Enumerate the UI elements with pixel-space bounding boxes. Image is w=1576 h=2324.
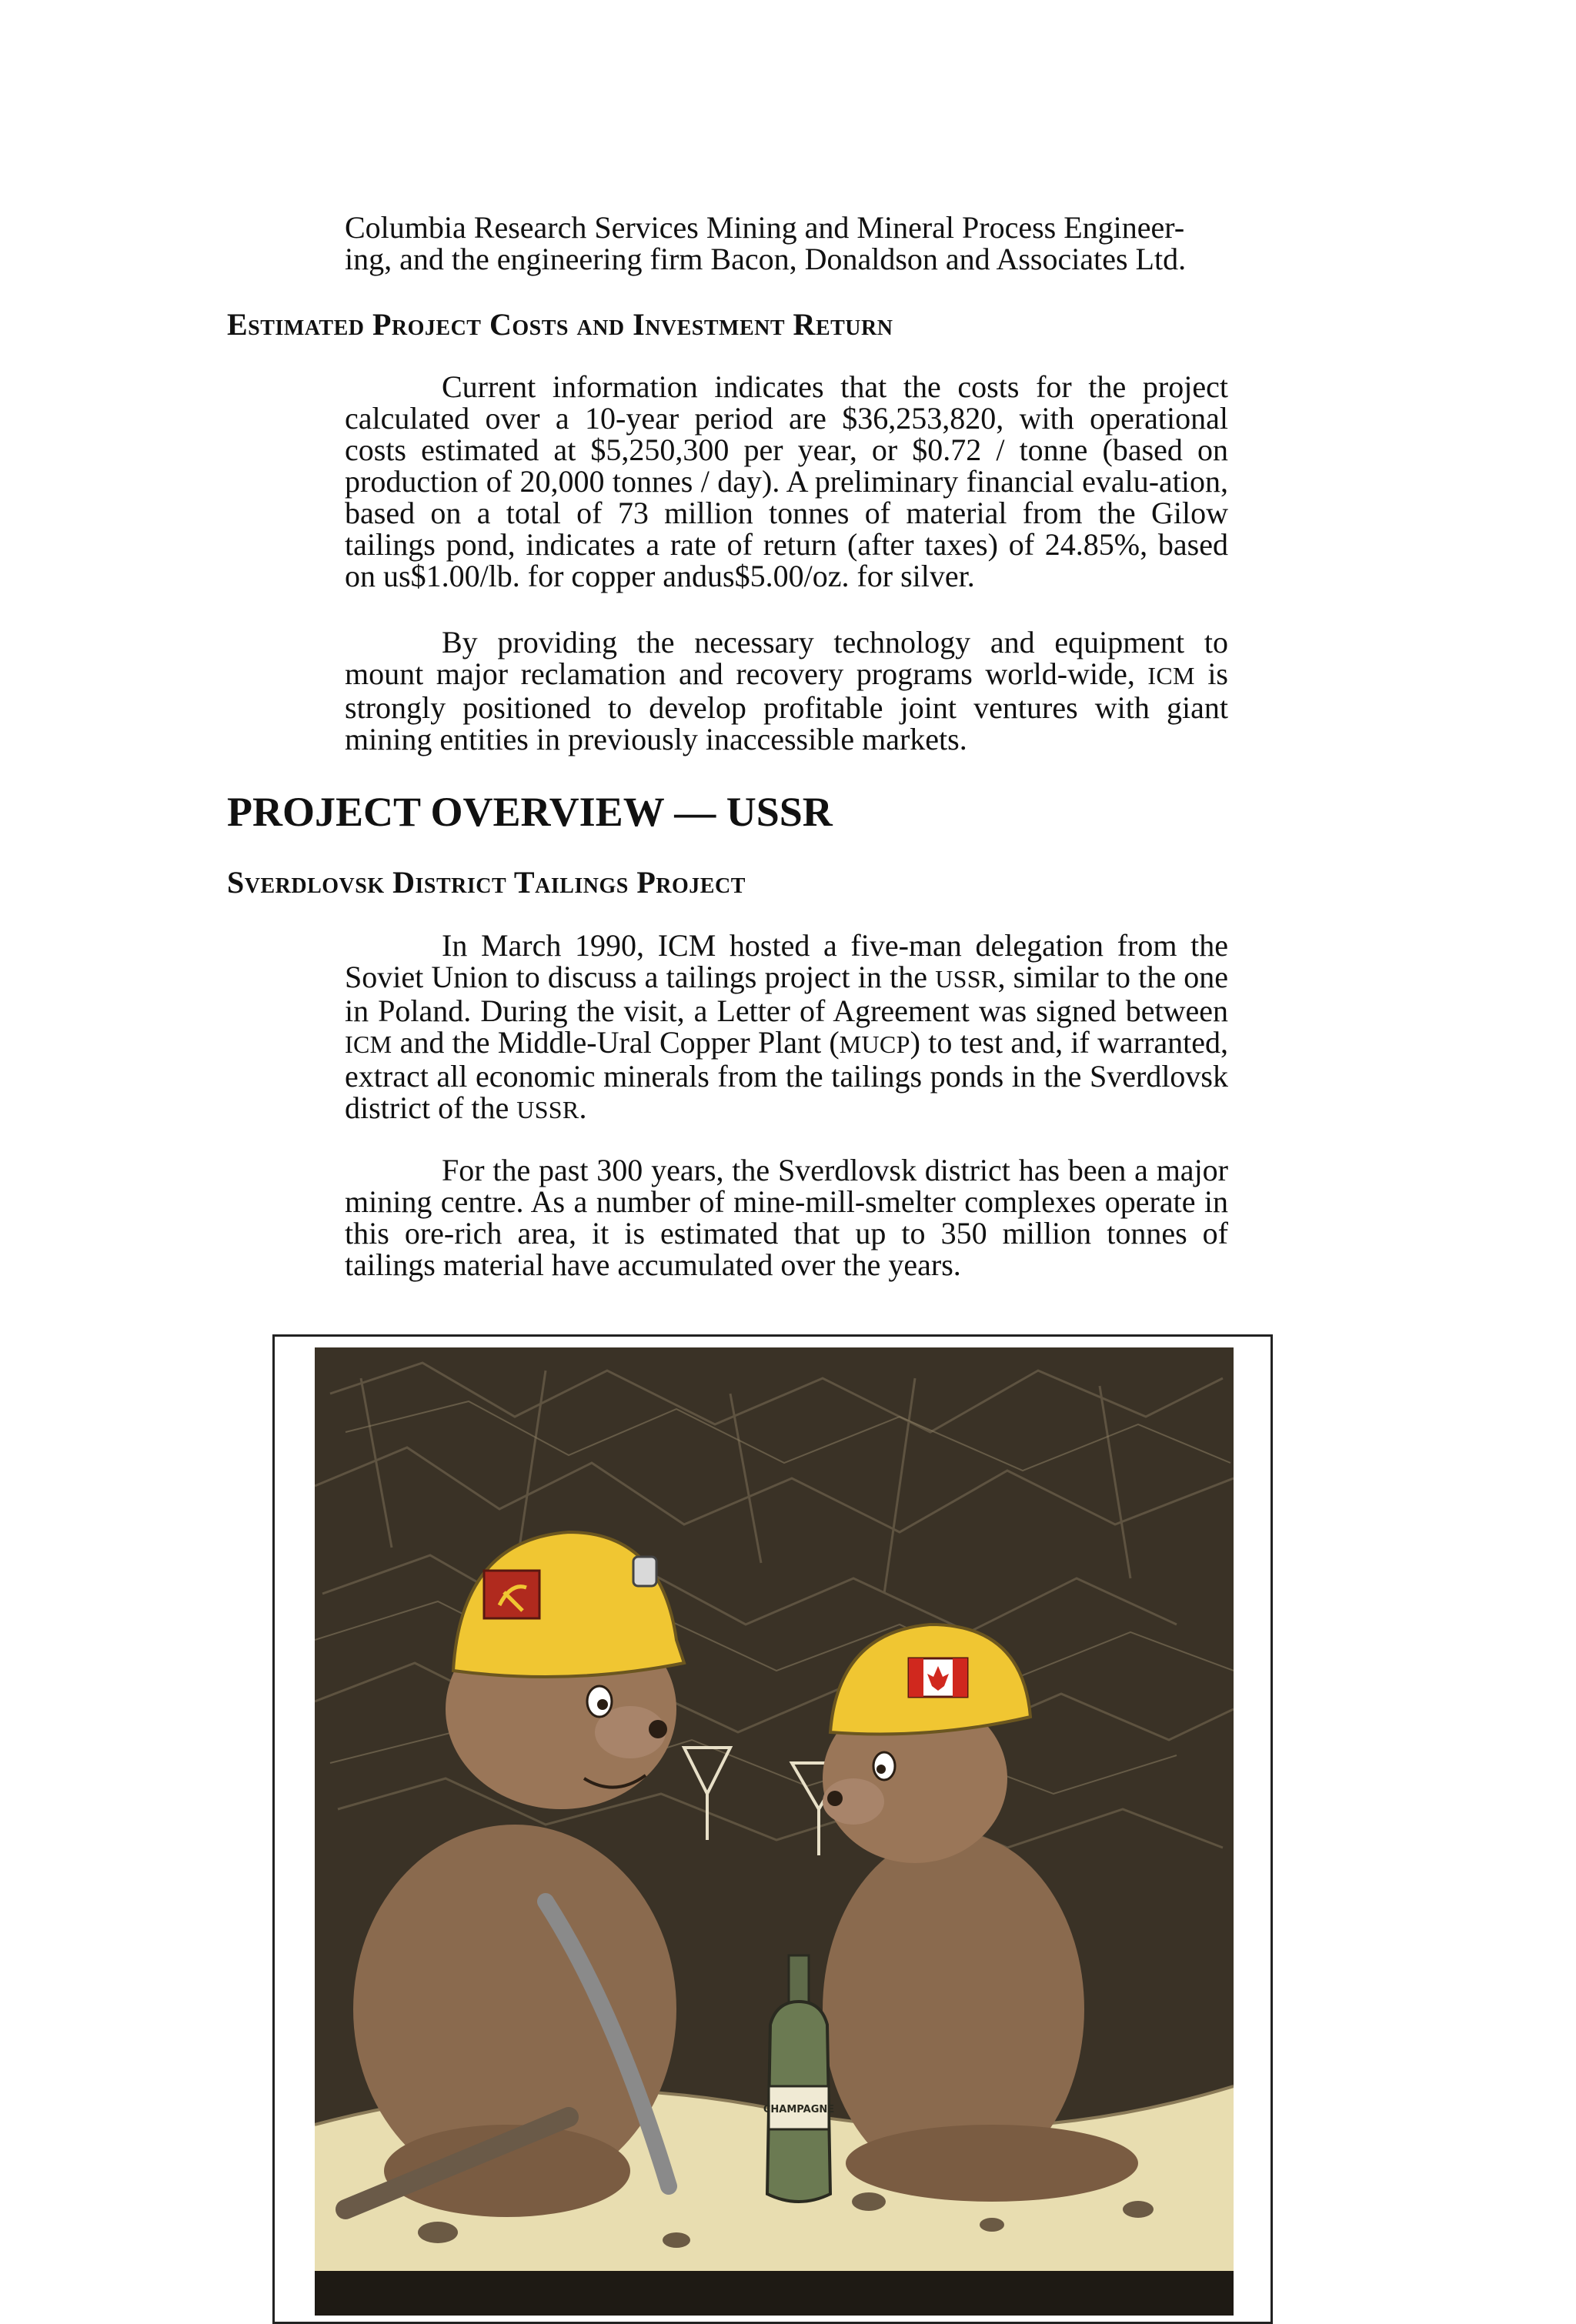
- cartoon-illustration: [315, 1347, 1234, 2316]
- costs-paragraph-1: Current information indicates that the costs for the project calculated over a 10-year period are $36,253,820, with operational costs estimated at $5,250,300 per year, or $0.72 / tonne (based on production of 20,000 tonnes / day). A preliminary financial evalu-ation, based on a total of 73 million tonnes of material from the Gilow tailings pond, indicates a rate of return (after taxes) of 24.85%, based on us$1.00/lb. for copper andus$5.00/oz. for silver.: [345, 369, 1228, 593]
- abbr-icm: ICM: [345, 1030, 392, 1058]
- costs-heading: Estimated Project Costs and Investment Return: [227, 307, 893, 342]
- floor-edge: [315, 2271, 1234, 2316]
- overview-heading: PROJECT OVERVIEW — USSR: [227, 789, 833, 835]
- abbr-ussr: USSR: [516, 1096, 579, 1124]
- intro-paragraph: [345, 212, 1228, 275]
- sverdlovsk-paragraph-1: In March 1990, ICM hosted a five-man delegation from the Soviet Union to discuss a tailings project in the USSR, similar to the one in Poland. During the visit, a Letter of Agreement was signed between ICM and the Middle-Ural Copper Plant (MUCP) to test and, if warranted, extract all economic minerals from the tailings ponds in the Sverdlovsk district of the USSR.: [345, 928, 1229, 1125]
- costs-paragraph-2: By providing the necessary technology and equipment to mount major reclamation and recovery programs world-wide, ICM is strongly positioned to develop profitable joint ventures with giant mining entities in previously inaccessible markets.: [345, 625, 1228, 756]
- intro-line-2: ing, and the engineering firm Bacon, Donaldson and Associates Ltd.: [345, 242, 1187, 276]
- abbr-icm: ICM: [1147, 662, 1195, 690]
- abbr-mucp: MUCP: [839, 1030, 910, 1058]
- bottle-label: CHAMPAGNE: [763, 2104, 835, 2115]
- illustration-frame: [272, 1334, 1273, 2324]
- sverdlovsk-paragraph-2: For the past 300 years, the Sverdlovsk district has been a major mining centre. As a number of mine-mill-smelter complexes operate in this ore-rich area, it is estimated that up to 350 million tonnes of tailings material have accumulated over the years.: [345, 1153, 1228, 1282]
- intro-line-1: Columbia Research Services Mining and Mineral Process Engineer-: [345, 210, 1185, 245]
- sverdlovsk-heading: Sverdlovsk District Tailings Project: [227, 865, 746, 900]
- abbr-ussr: USSR: [935, 965, 998, 993]
- ussr-flag-icon: [484, 1571, 539, 1618]
